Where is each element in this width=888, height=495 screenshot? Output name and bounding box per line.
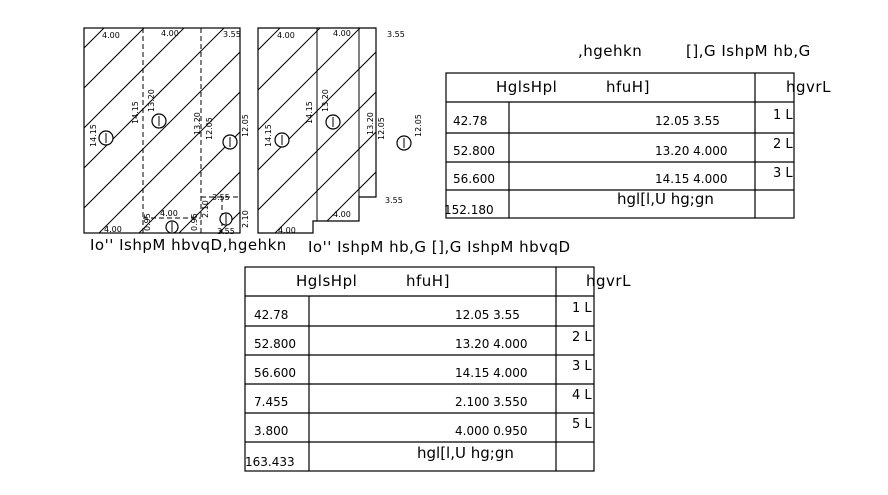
dim-label: 12.05 [241, 114, 250, 137]
table-bottom-row-area: 56.600 [254, 366, 296, 380]
dim-label: 14.15 [131, 101, 140, 124]
dim-label: 14.15 [89, 124, 98, 147]
table-bottom-row-no: 5 L [572, 417, 592, 432]
dim-label: 12.05 [205, 117, 214, 140]
table-top-row-dims: 12.05 3.55 [655, 114, 720, 128]
plan-left-dimensions [89, 29, 250, 236]
dim-label: 2.10 [201, 200, 210, 218]
dim-label: 4.00 [102, 31, 120, 40]
dim-label: 12.05 [414, 114, 423, 137]
plans-caption: Io'' IshpM hbvqD,hgehkn [90, 236, 287, 254]
table-bottom-row-dims: 12.05 3.55 [455, 308, 520, 322]
table-top-title-left: ,hgehkn [578, 42, 643, 60]
dim-label: 4.00 [333, 29, 351, 38]
dim-label: 4.00 [333, 210, 351, 219]
dim-label: 3.55 [217, 227, 235, 236]
dim-label: 0.95 [190, 213, 199, 231]
table-top-total-label: hgl[l,U hg;gn [617, 190, 714, 208]
dim-label: 12.05 [377, 117, 386, 140]
dim-label: 3.55 [223, 30, 241, 39]
table-top-row-no: 1 L [773, 108, 793, 123]
hatch-right [240, 28, 600, 308]
table-top-header-col1: HglsHpl [496, 78, 558, 96]
table-bottom-row-dims: 14.15 4.000 [455, 366, 528, 380]
table-bottom-header-col2: hfuH] [406, 272, 450, 290]
table-top-row-area: 52.800 [453, 144, 495, 158]
table-bottom-total-label: hgl[l,U hg;gn [417, 444, 514, 462]
table-top-row-area: 56.600 [453, 172, 495, 186]
plan-left [64, 28, 504, 308]
dim-label: 4.00 [278, 226, 296, 235]
dim-label: 4.00 [160, 209, 178, 218]
table-bottom-row-dims: 4.000 0.950 [455, 424, 528, 438]
table-bottom-title: Io'' IshpM hb,G [],G IshpM hbvqD [308, 238, 571, 256]
dim-label: 4.00 [104, 225, 122, 234]
plan-right [240, 28, 600, 308]
table-bottom-row-area: 52.800 [254, 337, 296, 351]
dim-label: 3.55 [387, 30, 405, 39]
dim-label: 13.20 [366, 112, 375, 135]
table-bottom-row-no: 4 L [572, 388, 592, 403]
dim-label: 4.00 [277, 31, 295, 40]
table-top-row-dims: 14.15 4.000 [655, 172, 728, 186]
table-bottom-row-no: 3 L [572, 359, 592, 374]
table-top-title-right: [],G IshpM hb,G [686, 42, 811, 60]
table-bottom-row-dims: 13.20 4.000 [455, 337, 528, 351]
table-top-total-value: 152.180 [444, 203, 494, 217]
table-bottom-row-area: 3.800 [254, 424, 289, 438]
table-top-row-area: 42.78 [453, 114, 488, 128]
table-bottom-row-area: 7.455 [254, 395, 289, 409]
plan-left-dashed-dividers [143, 28, 240, 233]
dim-label: 4.00 [161, 29, 179, 38]
dim-label: 3.55 [385, 196, 403, 205]
table-top-header-col2: hfuH] [606, 78, 650, 96]
table-bottom-row-no: 2 L [572, 330, 592, 345]
table-bottom-header-col3: hgvrL [586, 272, 631, 290]
dim-label: 2.10 [241, 210, 250, 228]
dim-label: 13.20 [193, 112, 202, 135]
table-top-header-col3: hgvrL [786, 78, 831, 96]
dim-label: 13.20 [321, 89, 330, 112]
table-top-row-no: 3 L [773, 166, 793, 181]
table-bottom-header-col1: HglsHpl [296, 272, 358, 290]
dim-label: 13.20 [147, 89, 156, 112]
hatch-left [64, 28, 504, 308]
table-bottom-row-area: 42.78 [254, 308, 289, 322]
table-bottom-row-no: 1 L [572, 301, 592, 316]
table-bottom-total-value: 163.433 [245, 455, 295, 469]
table-bottom-grid [245, 267, 594, 471]
table-bottom-row-dims: 2.100 3.550 [455, 395, 528, 409]
dim-label: 3.55 [212, 193, 230, 202]
table-top-row-no: 2 L [773, 137, 793, 152]
dim-label: 0.95 [143, 213, 152, 231]
table-top-row-dims: 13.20 4.000 [655, 144, 728, 158]
dim-label: 14.15 [305, 101, 314, 124]
dim-label: 14.15 [264, 124, 273, 147]
